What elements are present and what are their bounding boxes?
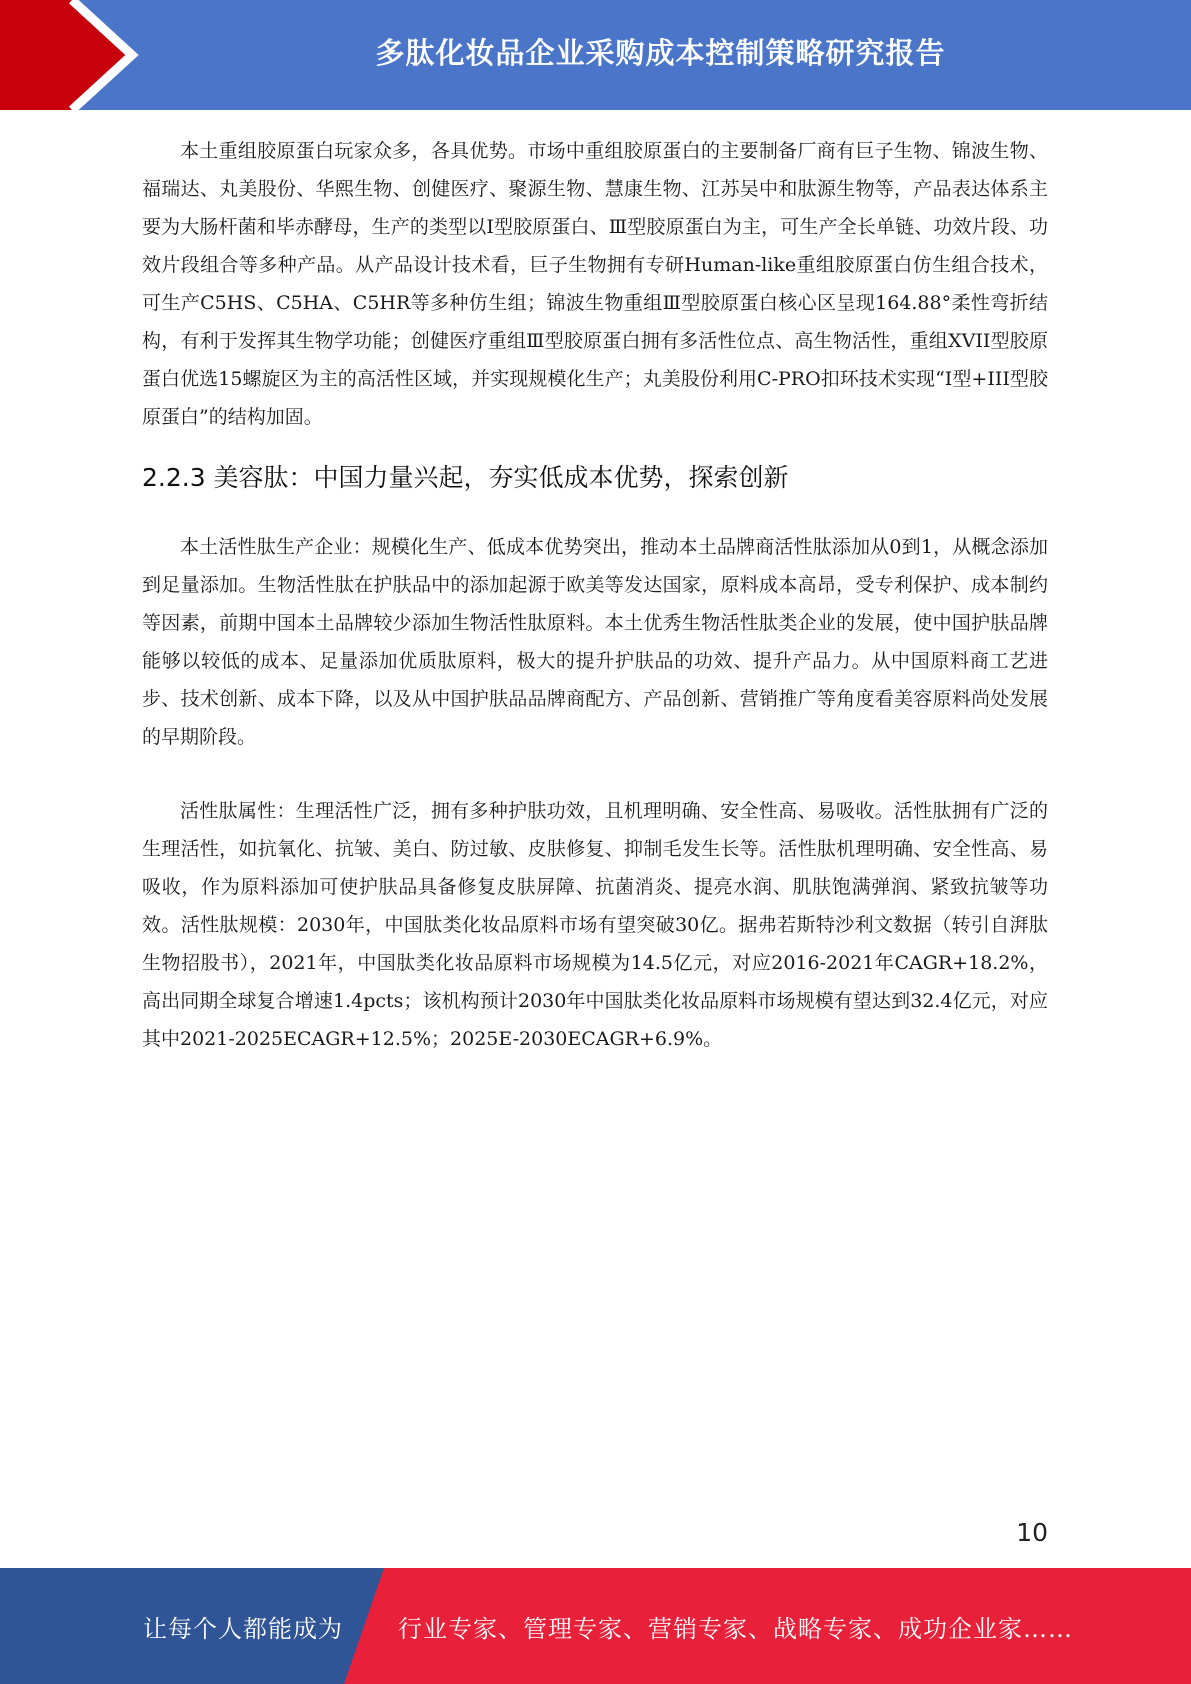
footer-slogan-right: 行业专家、管理专家、营销专家、战略专家、成功企业家……	[398, 1614, 1073, 1643]
header-chevron-decoration	[0, 0, 160, 110]
paragraph-active-peptide-properties: 活性肽属性：生理活性广泛，拥有多种护肤功效，且机理明确、安全性高、易吸收。活性肽拥有广泛的生理活性，如抗氧化、抗皱、美白、防过敏、皮肤修复、抑制毛发生长等。活性肽机理明确、安全性高、易吸收，作为原料添加可使护肤品具备修复皮肤屏障、抗菌消炎、提亮水润、肌肤饱满弹润、紧致抗皱等功效。活性肽规模：2030年，中国肽类化妆品原料市场有望突破30亿。据弗若斯特沙利文数据（转引自湃肽生物招股书），2021年，中国肽类化妆品原料市场规模为14.5亿元，对应2016-2021年CAGR+18.2%，高出同期全球复合增速1.4pcts；该机构预计2030年中国肽类化妆品原料市场规模有望达到32.4亿元，对应其中2021-2025ECAGR+12.5%；2025E-2030ECAGR+6.9%。	[142, 800, 1048, 1050]
section-heading: 2.2.3 美容肽：中国力量兴起，夯实低成本优势，探索创新	[142, 463, 789, 492]
paragraph-active-peptide-producers: 本土活性肽生产企业：规模化生产、低成本优势突出，推动本土品牌商活性肽添加从0到1，从概念添加到足量添加。生物活性肽在护肤品中的添加起源于欧美等发达国家，原料成本高昂，受专利保护、成本制约等因素，前期中国本土品牌较少添加生物活性肽原料。本土优秀生物活性肽类企业的发展，使中国护肤品牌能够以较低的成本、足量添加优质肽原料，极大的提升护肤品的功效、提升产品力。从中国原料商工艺进步、技术创新、成本下降，以及从中国护肤品品牌商配方、产品创新、营销推广等角度看美容原料尚处发展的早期阶段。	[142, 536, 1048, 748]
page-number: 10	[1016, 1518, 1048, 1547]
paragraph-recombinant-collagen: 本土重组胶原蛋白玩家众多，各具优势。市场中重组胶原蛋白的主要制备厂商有巨子生物、锦波生物、福瑞达、丸美股份、华熙生物、创健医疗、聚源生物、慧康生物、江苏吴中和肽源生物等，产品表达体系主要为大肠杆菌和毕赤酵母，生产的类型以Ⅰ型胶原蛋白、Ⅲ型胶原蛋白为主，可生产全长单链、功效片段、功效片段组合等多种产品。从产品设计技术看，巨子生物拥有专研Human-like重组胶原蛋白仿生组合技术，可生产C5HS、C5HA、C5HR等多种仿生组；锦波生物重组Ⅲ型胶原蛋白核心区呈现164.88°柔性弯折结构，有利于发挥其生物学功能；创健医疗重组Ⅲ型胶原蛋白拥有多活性位点、高生物活性，重组XVII型胶原蛋白优选15螺旋区为主的高活性区域，并实现规模化生产；丸美股份利用C-PRO扣环技术实现“I型+III型胶原蛋白”的结构加固。	[142, 140, 1048, 428]
main-content	[142, 132, 1048, 1058]
footer-slogan-left: 让每个人都能成为	[143, 1614, 343, 1643]
report-title: 多肽化妆品企业采购成本控制策略研究报告	[375, 35, 946, 70]
page-header	[0, 0, 1191, 110]
page-footer	[0, 1568, 1191, 1684]
